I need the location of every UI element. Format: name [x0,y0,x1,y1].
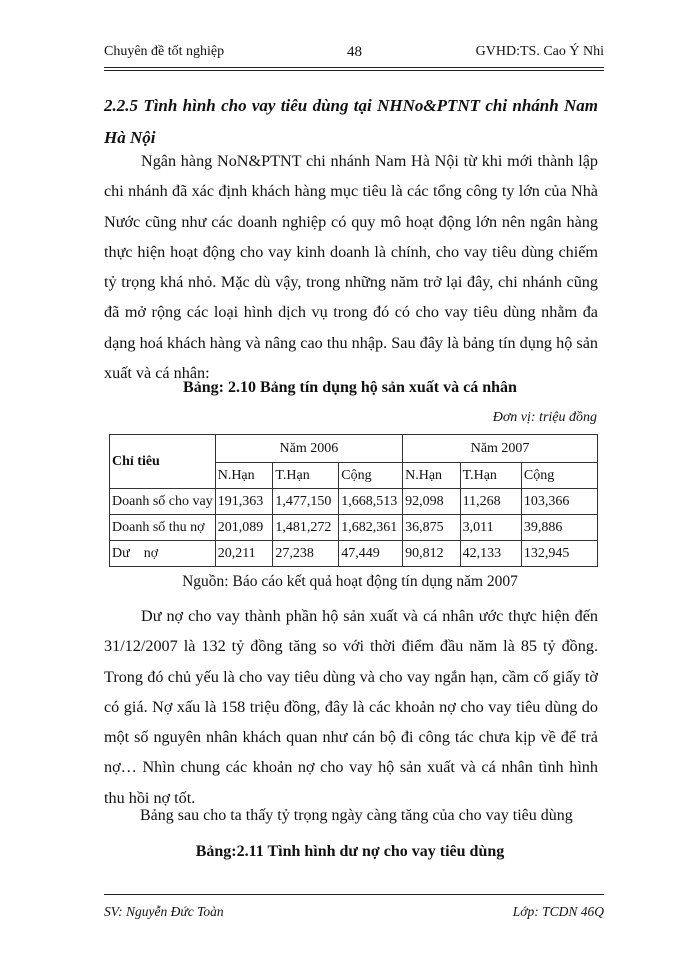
column-header-criteria: Chỉ tiêu [110,435,216,489]
table-source: Nguồn: Báo cáo kết quả hoạt động tín dụng năm 2007 [182,573,518,590]
table-cell: 90,812 [403,541,460,567]
header-doc-type: Chuyên đề tốt nghiệp [104,44,225,59]
table-cell: 27,238 [273,541,339,567]
subheader-cell: N.Hạn [403,463,460,489]
row-label: Doanh số cho vay [110,489,216,515]
table-cell: 191,363 [215,489,273,515]
table-cell: 3,011 [460,515,521,541]
table-cell: 201,089 [215,515,273,541]
column-header-year-2007: Năm 2007 [403,435,598,463]
table-cell: 11,268 [460,489,521,515]
subheader-cell: Cộng [339,463,403,489]
table-caption: Bảng: 2.10 Bảng tín dụng hộ sản xuất và cá nhân [183,379,517,396]
table-2-caption: Bảng:2.11 Tình hình dư nợ cho vay tiêu dùng [195,843,505,860]
page-number: 48 [347,44,362,60]
header-rule-thin [104,70,604,71]
table-header-row [110,435,598,463]
table-cell: 1,682,361 [339,515,403,541]
body-paragraph-3: Bảng sau cho ta thấy tỷ trọng ngày càng tăng của cho vay tiêu dùng [140,807,573,824]
section-heading: 2.2.5 Tình hình cho vay tiêu dùng tại NHNo&PTNT chi nhánh Nam Hà Nội [104,96,598,147]
row-label: Doanh số thu nợ [110,515,216,541]
subheader-cell: T.Hạn [460,463,521,489]
footer-rule [104,894,604,895]
table-row [110,489,598,515]
table-cell: 20,211 [215,541,273,567]
table-row [110,541,598,567]
table-cell: 42,133 [460,541,521,567]
footer-class: Lớp: TCDN 46Q [512,904,604,919]
table-unit: Đơn vị: triệu đồng [492,410,597,425]
table-cell: 47,449 [339,541,403,567]
header-advisor: GVHD:TS. Cao Ý Nhi [475,44,604,59]
table-cell: 36,875 [403,515,460,541]
table-cell: 103,366 [521,489,597,515]
subheader-cell: Cộng [521,463,597,489]
subheader-cell: T.Hạn [273,463,339,489]
table-cell: 39,886 [521,515,597,541]
row-label: Dư nợ [110,541,216,567]
credit-table [109,434,598,567]
page-header [104,44,604,64]
body-paragraph-1: Ngân hàng NoN&PTNT chi nhánh Nam Hà Nội từ khi mới thành lập chi nhánh đã xác định khách hàng mục tiêu là các tổng công ty lớn của Nhà Nước cũng như các doanh nghiệp có quy mô hoạt động lớn nên ngân hàng thực hiện hoạt động cho vay kinh doanh là chính, cho vay tiêu dùng chiếm tỷ trọng khá nhỏ. Mặc dù vậy, trong những năm trở lại đây, chi nhánh cũng đã mở rộng các loại hình dịch vụ trong đó có cho vay tiêu dùng nhằm đa dạng hoá khách hàng và nâng cao thu nhập. Sau đây là bảng tín dụng hộ sản xuất và cá nhân: [104,152,598,383]
table-cell: 1,481,272 [273,515,339,541]
table-cell: 132,945 [521,541,597,567]
column-header-year-2006: Năm 2006 [215,435,402,463]
table-cell: 1,477,150 [273,489,339,515]
subheader-cell: N.Hạn [215,463,273,489]
header-rule [104,67,604,68]
footer-student: SV: Nguyễn Đức Toàn [104,904,224,919]
table-row [110,515,598,541]
body-paragraph-2: Dư nợ cho vay thành phần hộ sản xuất và cá nhân ước thực hiện đến 31/12/2007 là 132 tỷ đồng tăng so với thời điểm đầu năm là 85 tỷ đồng. Trong đó chủ yếu là cho vay tiêu dùng và cho vay ngắn hạn, cầm cố giấy tờ có giá. Nợ xấu là 158 triệu đồng, đây là các khoản nợ cho vay tiêu dùng do một số nguyên nhân khách quan như cán bộ đi công tác chưa kịp về để trả nợ… Nhìn chung các khoản nợ cho vay hộ sản xuất và cá nhân tình hình thu hồi nợ tốt. [104,607,598,807]
table-cell: 1,668,513 [339,489,403,515]
table-cell: 92,098 [403,489,460,515]
